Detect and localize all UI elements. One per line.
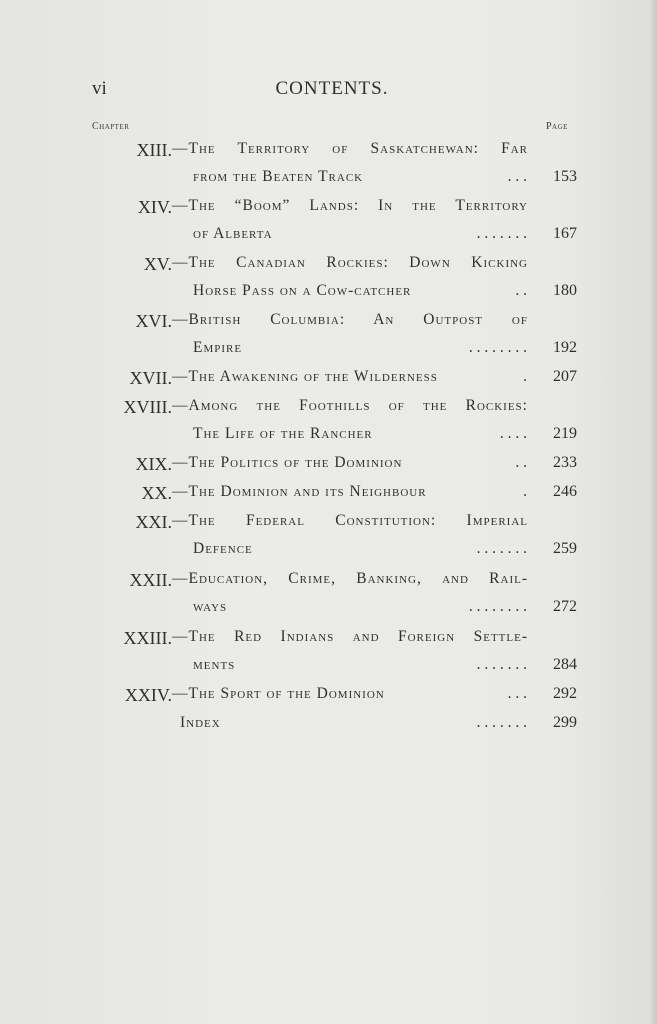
- dot-leaders: .: [523, 368, 527, 385]
- chapter-title: —The Dominion and its Neighbour: [172, 483, 427, 500]
- toc-entry: [0, 368, 657, 394]
- dot-leaders: . . . . . . .: [476, 656, 527, 673]
- chapter-title: —Among the Foothills of the Rockies:: [172, 397, 528, 414]
- page-number: 233: [553, 454, 577, 471]
- dot-leaders: .: [523, 483, 527, 500]
- dot-leaders: . . . . . . .: [476, 225, 527, 242]
- toc-entry: [0, 512, 657, 538]
- chapter-column-label: Chapter: [92, 121, 130, 132]
- page-number: 272: [553, 598, 577, 615]
- toc-entry: [0, 628, 657, 654]
- toc-entry: [0, 570, 657, 596]
- page-title: CONTENTS.: [275, 78, 389, 99]
- toc-entry: [0, 483, 657, 509]
- toc-entry: [0, 685, 657, 711]
- page-number: 299: [553, 714, 577, 731]
- running-head: [92, 78, 572, 102]
- dot-leaders: . . .: [507, 168, 527, 185]
- chapter-number: XV.: [143, 254, 172, 274]
- toc-index-entry: [0, 714, 657, 740]
- page-column-label: Page: [546, 121, 568, 132]
- chapter-title: —The “Boom” Lands: In the Territory: [172, 197, 528, 214]
- toc-entry-continuation: [0, 168, 657, 194]
- chapter-title: —Education, Crime, Banking, and Rail-: [172, 570, 528, 587]
- toc-entry: [0, 397, 657, 423]
- chapter-number: XXII.: [129, 570, 172, 590]
- toc-entry: [0, 454, 657, 480]
- chapter-title-continued: The Life of the Rancher: [193, 425, 373, 442]
- page-number: 219: [553, 425, 577, 442]
- chapter-number: XIX.: [135, 454, 172, 474]
- chapter-number: XIII.: [136, 140, 172, 160]
- chapter-title-continued: Defence: [193, 540, 253, 557]
- toc-entry-continuation: [0, 540, 657, 566]
- chapter-number: XVI.: [135, 311, 172, 331]
- chapter-number: XX.: [141, 483, 172, 503]
- chapter-number: XVII.: [129, 368, 172, 388]
- toc-entry: [0, 140, 657, 166]
- dot-leaders: . . . . . . .: [476, 714, 527, 731]
- toc-entry-continuation: [0, 598, 657, 624]
- dot-leaders: . .: [515, 454, 527, 471]
- toc-entry-continuation: [0, 282, 657, 308]
- dot-leaders: . . . . . . . .: [468, 598, 527, 615]
- page-number: 284: [553, 656, 577, 673]
- page-number: 153: [553, 168, 577, 185]
- chapter-title: —The Federal Constitution: Imperial: [172, 512, 528, 529]
- chapter-title: —The Awakening of the Wilderness: [172, 368, 438, 385]
- page-number: 292: [553, 685, 577, 702]
- dot-leaders: . . . . . . .: [476, 540, 527, 557]
- dot-leaders: . . .: [507, 685, 527, 702]
- chapter-title: —The Canadian Rockies: Down Kicking: [172, 254, 528, 271]
- toc-entry-continuation: [0, 656, 657, 682]
- chapter-number: XXIV.: [124, 685, 172, 705]
- page-number: 246: [553, 483, 577, 500]
- chapter-title-continued: from the Beaten Track: [193, 168, 364, 185]
- chapter-title: —British Columbia: An Outpost of: [172, 311, 528, 328]
- toc-entry-continuation: [0, 425, 657, 451]
- toc-entry: [0, 311, 657, 337]
- toc-entry-continuation: [0, 339, 657, 365]
- chapter-title: —The Sport of the Dominion: [172, 685, 385, 702]
- chapter-title-continued: Empire: [193, 339, 243, 356]
- folio: vi: [92, 78, 107, 99]
- toc-entry-continuation: [0, 225, 657, 251]
- toc-entry: [0, 254, 657, 280]
- page-number: 180: [553, 282, 577, 299]
- chapter-number: XXI.: [135, 512, 172, 532]
- chapter-title: —The Territory of Saskatchewan: Far: [172, 140, 528, 157]
- toc-entry: [0, 197, 657, 223]
- chapter-number: XIV.: [137, 197, 172, 217]
- chapter-title-continued: ways: [193, 598, 228, 615]
- chapter-number: XVIII.: [123, 397, 172, 417]
- page-number: 259: [553, 540, 577, 557]
- chapter-number: XXIII.: [123, 628, 172, 648]
- chapter-title-continued: ments: [193, 656, 236, 673]
- index-title: Index: [180, 714, 221, 731]
- chapter-title-continued: Horse Pass on a Cow-catcher: [193, 282, 412, 299]
- dot-leaders: . .: [515, 282, 527, 299]
- page-number: 207: [553, 368, 577, 385]
- dot-leaders: . . . . . . . .: [468, 339, 527, 356]
- page-number: 167: [553, 225, 577, 242]
- page-number: 192: [553, 339, 577, 356]
- chapter-title: —The Red Indians and Foreign Settle-: [172, 628, 528, 645]
- dot-leaders: . . . .: [499, 425, 527, 442]
- chapter-title: —The Politics of the Dominion: [172, 454, 403, 471]
- chapter-title-continued: of Alberta: [193, 225, 273, 242]
